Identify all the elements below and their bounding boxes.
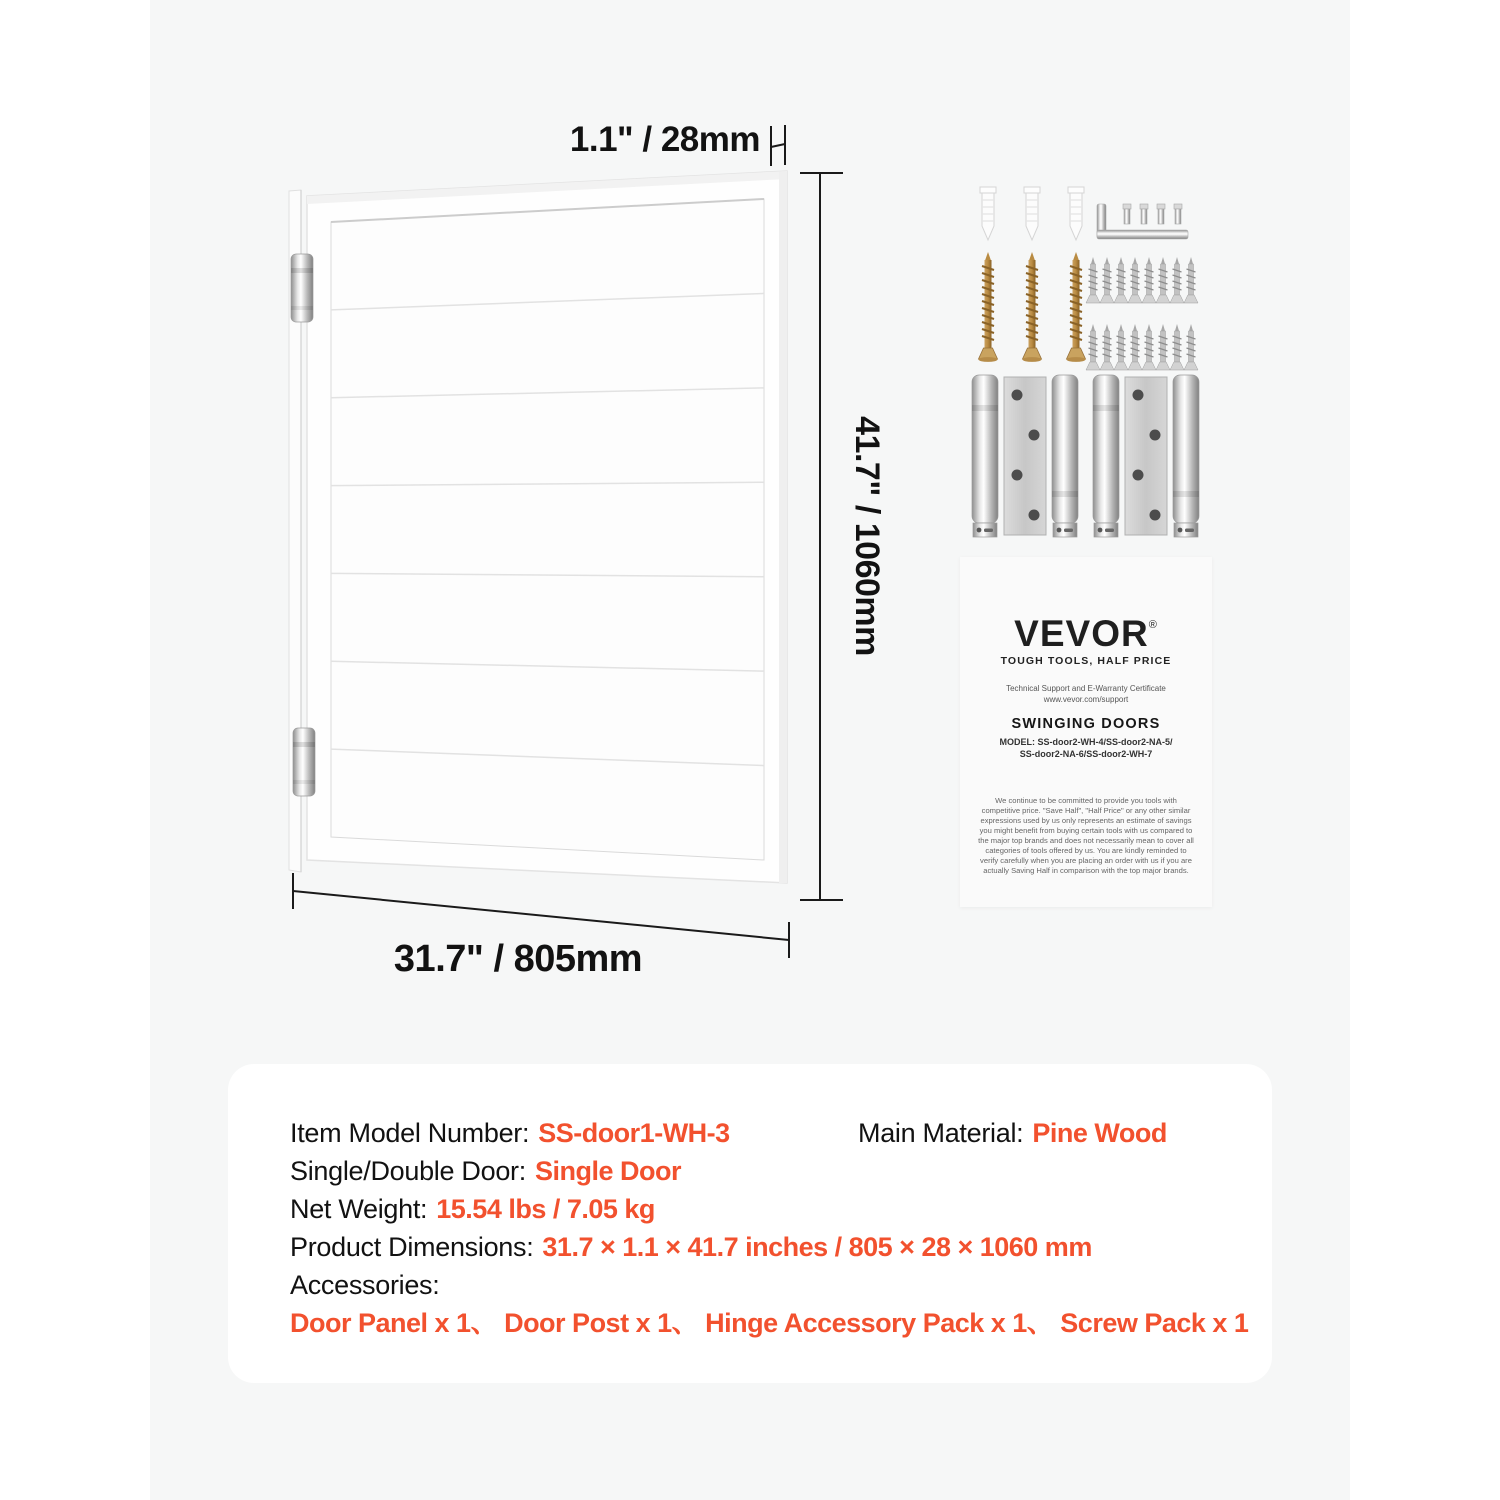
dimensions-value: 31.7 × 1.1 × 41.7 inches / 805 × 28 × 1060 mm [542,1232,1092,1262]
thickness-connector [771,144,785,147]
spec-row-accessories-value [290,1304,1272,1342]
registered-mark: ® [1148,619,1158,631]
manual-support-url: www.vevor.com/support [1043,695,1129,704]
vevor-logo [960,615,1212,652]
manual-title: SWINGING DOORS [1011,716,1161,732]
material-label: Main Material: [858,1118,1024,1148]
width-line [293,891,789,940]
manual-slogan: TOUGH TOOLS, HALF PRICE [1000,655,1172,667]
door-type-value: Single Door [534,1156,681,1186]
hinge-pins-image [1123,204,1182,224]
door-type-label: Single/Double Door: [290,1156,526,1186]
height-dimension-label: 41.7" / 1060mm [848,416,887,656]
manual-model-line1: MODEL: SS-door2-WH-4/SS-door2-NA-5/ [999,737,1173,747]
accessories-value: Door Panel x 1、 Door Post x 1、 Hinge Accessory Pack x 1、 Screw Pack x 1 [290,1308,1249,1338]
brass-screws-image [979,252,1086,362]
manual-model-line2: SS-door2-NA-6/SS-door2-WH-7 [1019,749,1153,759]
weight-value: 15.54 lbs / 7.05 kg [436,1194,655,1224]
item-model-label: Item Model Number: [290,1118,530,1148]
spec-row-model-material [290,1114,1272,1152]
manual-support-line: Technical Support and E-Warranty Certificate [1006,684,1166,693]
height-dimension-label-wrap [849,386,885,686]
spec-row-door-type [290,1152,1272,1190]
manual-legal-text: We continue to be committed to provide you tools with competitive price. "Save Half", "Half Price" or any other similar expressions used by us only represents an estimate of savings you might benefit from buying certain tools with us compared to the major top brands and does not necessarily mean to cover all categories of tools offered by us. You are kindly reminded to verify carefully when you are placing an order with us if you are actually Saving Half in comparison with the top major brands. [978,796,1194,876]
manual-card [960,557,1212,907]
item-model-value: SS-door1-WH-3 [538,1118,730,1148]
dimensions-label: Product Dimensions: [290,1232,534,1262]
weight-label: Net Weight: [290,1194,428,1224]
accessories-label: Accessories: [290,1270,440,1300]
spring-hinges-image [972,375,1199,537]
door-illustration [289,171,787,883]
spec-main-material [858,1114,1167,1152]
door-hinge-top [291,254,313,322]
material-value: Pine Wood [1032,1118,1167,1148]
width-dimension-label: 31.7" / 805mm [393,938,643,980]
spec-row-accessories-label [290,1266,1272,1304]
spec-item-model [290,1118,730,1148]
spec-panel [228,1064,1272,1383]
thickness-dimension-label: 1.1" / 28mm [569,120,760,159]
spec-row-weight [290,1190,1272,1228]
silver-screws-image [1086,257,1198,370]
wall-anchors-image [980,187,1084,240]
vevor-logo-text: VEVOR [1014,613,1149,654]
door-hinge-bottom [293,728,315,796]
spec-row-dimensions [290,1228,1272,1266]
